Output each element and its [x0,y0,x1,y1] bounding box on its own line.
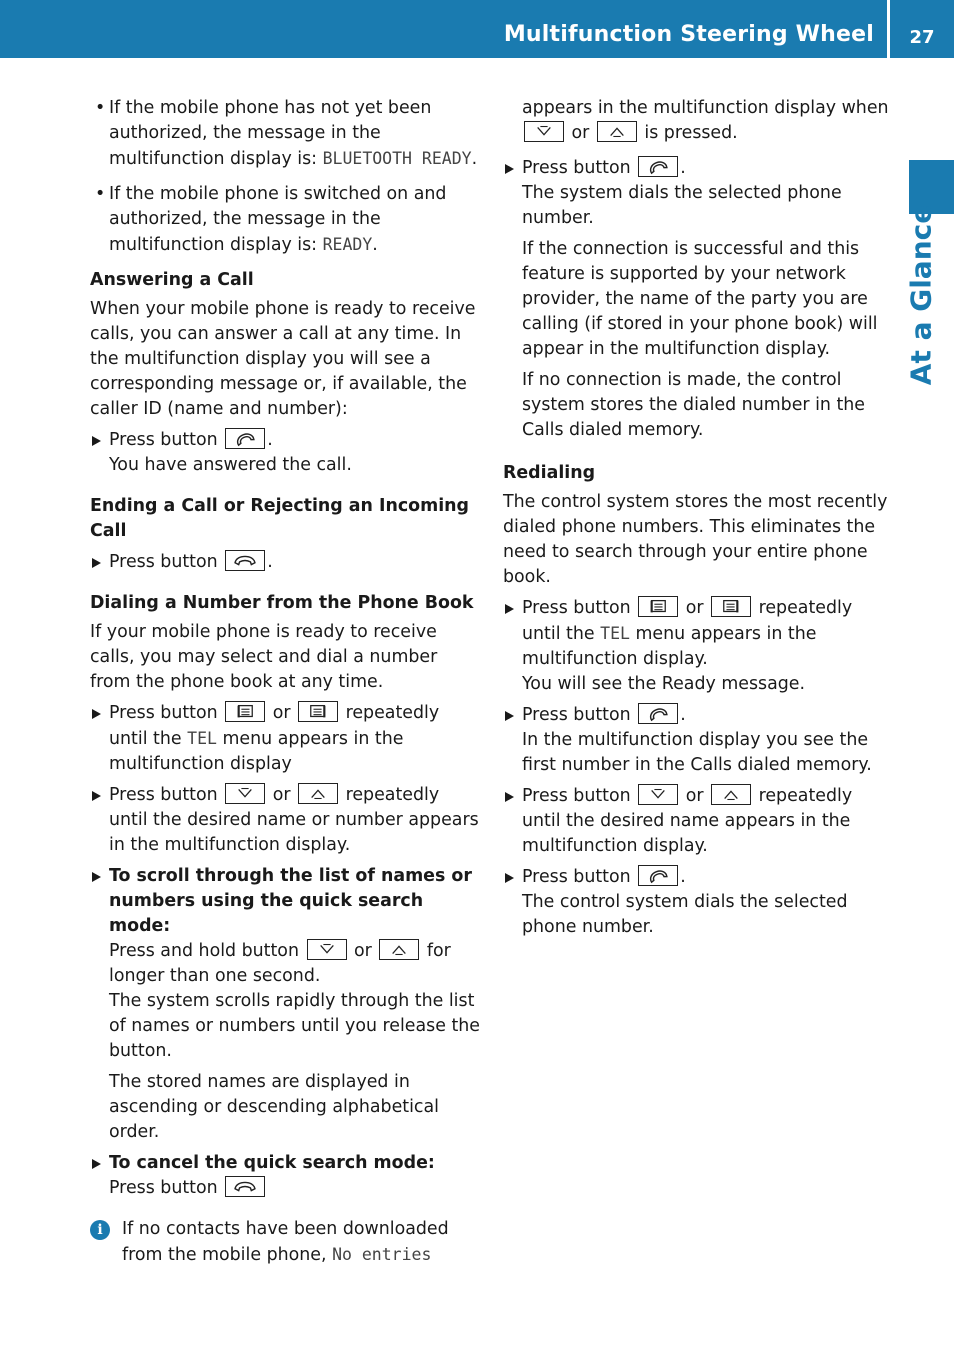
step-arrow-icon [505,792,514,802]
paragraph: If your mobile phone is ready to receive calls, you may select and dial a number from the phone book at any time. [90,622,438,692]
menu-back-icon [225,701,265,722]
right-column [503,96,895,940]
side-tab [886,204,954,386]
arrow-up-icon [711,784,751,805]
step-result: The control system dials the selected phone number. [522,892,848,937]
info-note: i If no contacts have been downloaded from the mobile phone, No entries [90,1217,482,1268]
instruction-step: Press button . In the multifunction display you see the first number in the Calls dialed memory. [503,703,895,778]
paragraph: appears in the multifunction display when or is pressed. [522,98,889,143]
arrow-down-icon [225,783,265,804]
info-icon: i [90,1220,110,1240]
step-arrow-icon [92,1159,101,1169]
step-arrow-icon [92,709,101,719]
menu-forward-icon [711,596,751,617]
arrow-up-icon [379,939,419,960]
section-title: Multifunction Steering Wheel [503,22,874,47]
arrow-down-icon [638,784,678,805]
step-arrow-icon [92,872,101,882]
step-note: If the connection is successful and this feature is supported by your network provider, the name of the party you are calling (if stored in your phone book) will appear in the multifunction display. [522,239,878,359]
instruction-step: Press button or repeatedly until the TEL menu appears in the multifunction display [90,701,482,777]
step-arrow-icon [92,791,101,801]
left-column [90,96,482,1268]
bullet-dot: • [95,98,106,118]
heading-ending: Ending a Call or Rejecting an Incoming Call [90,496,469,541]
instruction-step: To scroll through the list of names or numbers using the quick search mode: Press and hold button or for longer than one second. The system scrolls rapidly through the list of names or numbers until you release the button. The stored names are displayed in ascending or descending alphabetical order. [90,864,482,1145]
paragraph: When your mobile phone is ready to receive calls, you can answer a call at any time. In the multifunction display you will see a corresponding message or, if available, the caller ID (name and number): [90,299,476,419]
display-message: READY [322,235,373,254]
instruction-step: Press button . [90,550,482,575]
page-number: 27 [909,27,935,48]
instruction-step: Press button or repeatedly until the desired name appears in the multifunction display. [503,784,895,859]
list-item: • If the mobile phone has not yet been authorized, the message in the multifunction display is: BLUETOOTH READY. [95,98,478,169]
instruction-step: Press button . The system dials the selected phone number. If the connection is successful and this feature is supported by your network provider, the name of the party you are calling (if stored in your phone book) will appear in the multifunction display. If no connection is made, the control system stores the dialed number in the Calls dialed memory. [503,156,895,443]
step-result: You have answered the call. [109,455,352,475]
step-note: If no connection is made, the control system stores the dialed number in the Calls dialed memory. [522,370,865,440]
instruction-step: To cancel the quick search mode: Press button [90,1151,482,1201]
phone-hangup-icon [225,1176,265,1197]
display-message: No entries [332,1245,432,1264]
display-message: TEL [187,729,217,748]
instruction-step: Press button . The control system dials the selected phone number. [503,865,895,940]
step-arrow-icon [92,558,101,568]
phone-hangup-icon [225,550,265,571]
menu-forward-icon [298,701,338,722]
arrow-up-icon [597,121,637,142]
step-result: In the multifunction display you see the first number in the Calls dialed memory. [522,730,872,775]
display-message: TEL [600,624,630,643]
menu-back-icon [638,596,678,617]
heading-redialing: Redialing [503,463,596,483]
step-arrow-icon [505,604,514,614]
bullet-dot: • [95,184,106,204]
heading-dialing: Dialing a Number from the Phone Book [90,593,474,613]
step-arrow-icon [505,164,514,174]
display-message: BLUETOOTH READY [322,149,472,168]
arrow-down-icon [307,939,347,960]
phone-answer-icon [638,703,678,724]
paragraph: The control system stores the most recently dialed phone numbers. This eliminates the need to search through your entire phone book. [503,492,888,587]
step-arrow-icon [505,711,514,721]
step-result: You will see the Ready message. [522,674,806,694]
side-tab-label: At a Glance [904,204,938,386]
instruction-step: Press button or repeatedly until the desired name or number appears in the multifunction display. [90,783,482,858]
step-arrow-icon [505,873,514,883]
phone-answer-icon [225,428,265,449]
step-note: The stored names are displayed in ascending or descending alphabetical order. [109,1072,439,1142]
step-result: The system scrolls rapidly through the list of names or numbers until you release the button. [109,991,480,1061]
phone-answer-icon [638,156,678,177]
instruction-step: Press button . You have answered the call. [90,428,482,478]
step-arrow-icon [92,436,101,446]
arrow-down-icon [524,121,564,142]
arrow-up-icon [298,783,338,804]
instruction-step: Press button or repeatedly until the TEL menu appears in the multifunction display. You will see the Ready message. [503,596,895,697]
heading-answering: Answering a Call [90,270,254,290]
page-header [0,0,954,58]
list-item: • If the mobile phone is switched on and authorized, the message in the multifunction display is: READY. [95,184,447,255]
phone-answer-icon [638,865,678,886]
step-result: The system dials the selected phone number. [522,183,842,228]
